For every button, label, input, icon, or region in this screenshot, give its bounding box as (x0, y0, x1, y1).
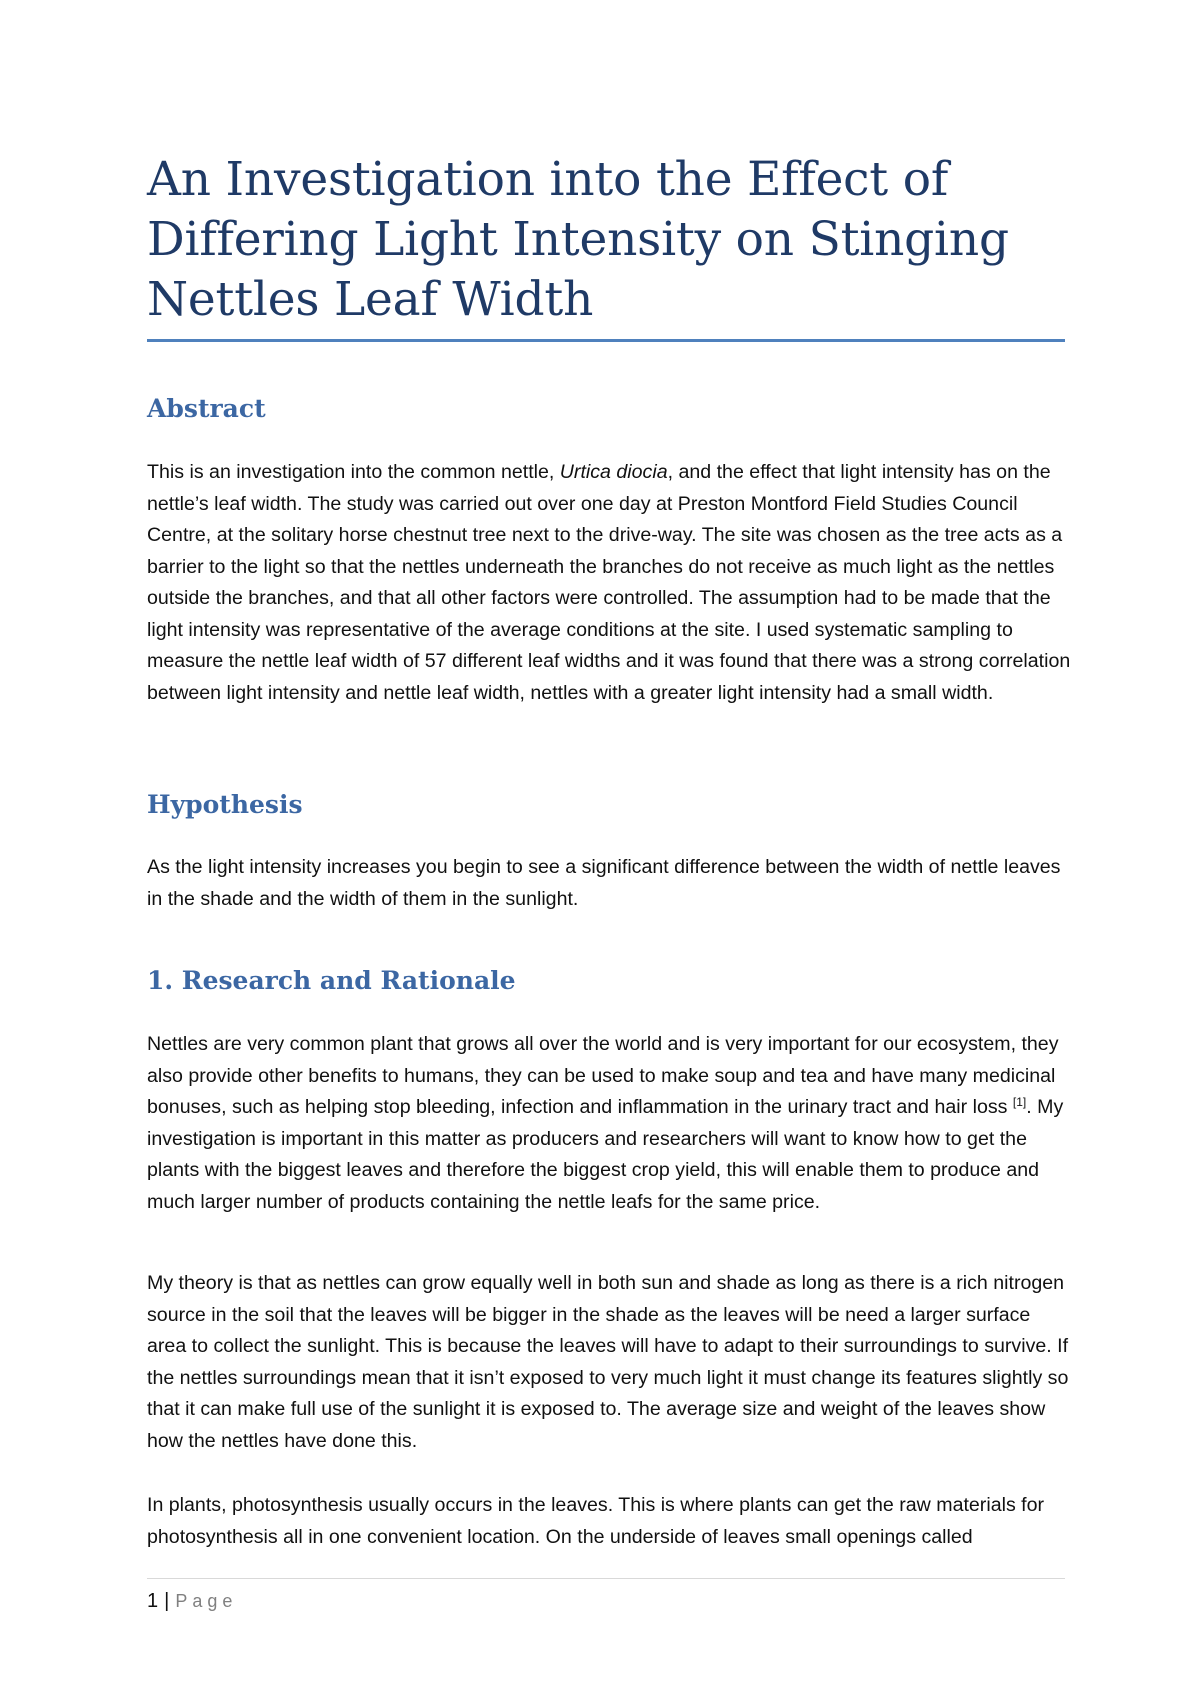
research-paragraph-2: My theory is that as nettles can grow equally well in both sun and shade as long as there is a rich nitrogen source in the soil that the leaves will be bigger in the shade as the leaves will be need a larger surface area to collect the sunlight. This is because the leaves will have to adapt to their surroundings to survive. If the nettles surroundings mean that it isn’t exposed to very much light it must change its features slightly so that it can make full use of the sunlight it is exposed to. The average size and weight of the leaves show how the nettles have done this. (147, 1272, 1069, 1452)
species-name: Urtica diocia (559, 461, 668, 483)
research-heading: 1. Research and Rationale (147, 966, 516, 995)
research-paragraph-1 (147, 1029, 1071, 1218)
footer-separator: | (164, 1590, 170, 1612)
abstract-text-start: This is an investigation into the common nettle, (147, 461, 560, 483)
hypothesis-heading: Hypothesis (147, 790, 303, 819)
research-paragraph-3: In plants, photosynthesis usually occurs in the leaves. This is where plants can get the raw materials for photosynthesis all in one convenient location. On the underside of leaves small openings called (147, 1494, 1045, 1548)
citation-reference: [1] (1012, 1095, 1027, 1109)
research-p1-text-start: Nettles are very common plant that grows all over the world and is very important for our ecosystem, they also provide other benefits to humans, they can be used to make soup and tea and have many medicinal bonuses, such as helping stop bleeding, infection and inflammation in the urinary tract and hair loss (147, 1033, 1059, 1118)
page-footer (147, 1588, 237, 1614)
abstract-text-rest: , and the effect that light intensity has on the nettle’s leaf width. The study was carried out over one day at Preston Montford Field Studies Council Centre, at the solitary horse chestnut tree next to the drive-way. The site was chosen as the tree acts as a barrier to the light so that the nettles underneath the branches do not receive as much light as the nettles outside the branches, and that all other factors were controlled. The assumption had to be made that the light intensity was representative of the average conditions at the site. I used systematic sampling to measure the nettle leaf width of 57 different leaf widths and it was found that there was a strong correlation between light intensity and nettle leaf width, nettles with a greater light intensity had a small width. (147, 461, 1071, 704)
hypothesis-paragraph: As the light intensity increases you begin to see a significant difference between the width of nettle leaves in the shade and the width of them in the sunlight. (147, 856, 1061, 910)
title-divider (147, 339, 1065, 342)
abstract-heading: Abstract (147, 394, 266, 423)
research-p1-text-rest: . My investigation is important in this matter as producers and researchers will want to know how to get the plants with the biggest leaves and therefore the biggest crop yield, this will enable them to produce and much larger number of products containing the nettle leafs for the same price. (147, 1096, 1064, 1213)
document-title: An Investigation into the Effect of Differing Light Intensity on Stinging Nettles Leaf Width (147, 152, 1009, 327)
footer-divider (147, 1578, 1065, 1579)
page-number: 1 (147, 1590, 159, 1612)
page-label: Page (175, 1591, 238, 1611)
abstract-paragraph (147, 457, 1071, 709)
